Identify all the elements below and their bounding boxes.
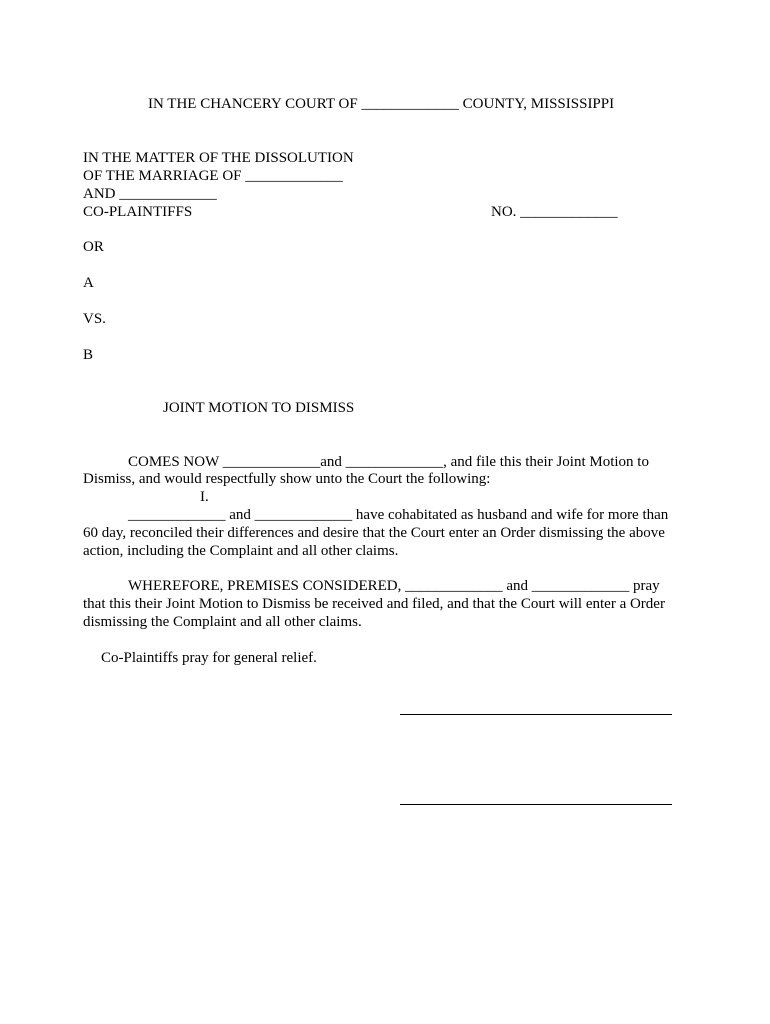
caption-line-2: OF THE MARRIAGE OF _____________ <box>83 168 343 184</box>
paragraph-2-line-1: _____________ and _____________ have cohabitated as husband and wife for more than <box>128 507 669 523</box>
court-heading: IN THE CHANCERY COURT OF _____________ COUNTY, MISSISSIPPI <box>148 96 615 112</box>
caption-line-4: CO-PLAINTIFFS <box>83 204 193 220</box>
caption-vs: VS. <box>83 311 106 327</box>
document-title: JOINT MOTION TO DISMISS <box>163 400 355 416</box>
paragraph-1-line-1: COMES NOW _____________and _____________, and file this their Joint Motion to <box>128 454 649 470</box>
paragraph-2-line-3: action, including the Complaint and all other claims. <box>83 543 399 559</box>
paragraph-3-line-1: WHEREFORE, PREMISES CONSIDERED, _____________ and _____________ pray <box>128 578 660 594</box>
paragraph-3-line-2: that this their Joint Motion to Dismiss be received and filed, and that the Court will enter a Order <box>83 596 665 612</box>
case-number: NO. _____________ <box>491 204 618 220</box>
caption-line-3: AND _____________ <box>83 186 217 202</box>
paragraph-3-line-3: dismissing the Complaint and all other claims. <box>83 614 362 630</box>
caption-or: OR <box>83 239 104 255</box>
signature-line-2 <box>400 804 672 805</box>
party-b: B <box>83 347 94 363</box>
paragraph-4: Co-Plaintiffs pray for general relief. <box>101 650 317 666</box>
paragraph-2-line-2: 60 day, reconciled their differences and desire that the Court enter an Order dismissing the above <box>83 525 665 541</box>
signature-line-1 <box>400 714 672 715</box>
paragraph-1-line-2: Dismiss, and would respectfully show unto the Court the following: <box>83 471 491 487</box>
caption-line-1: IN THE MATTER OF THE DISSOLUTION <box>83 150 354 166</box>
section-number: I. <box>200 489 209 505</box>
party-a: A <box>83 275 94 291</box>
